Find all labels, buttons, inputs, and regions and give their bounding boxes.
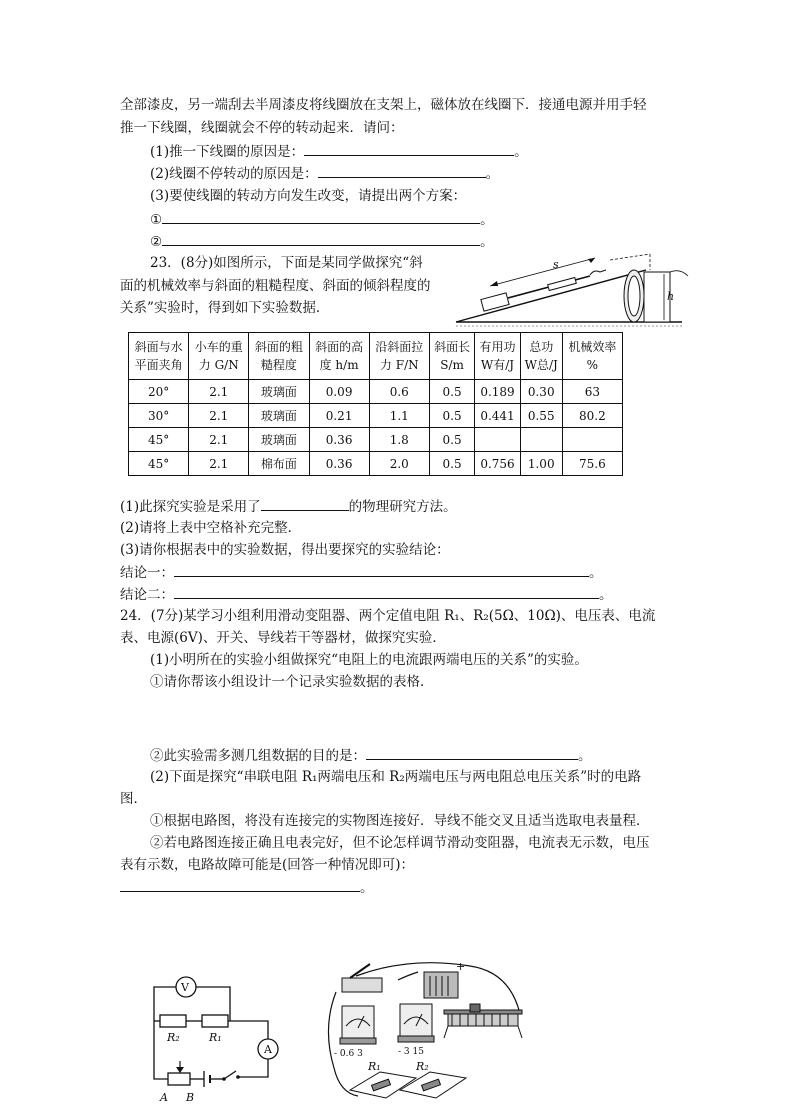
table-cell: 玻璃面	[249, 380, 309, 404]
answer-blank[interactable]	[318, 164, 486, 178]
table-row	[129, 404, 623, 428]
option-marker: ①	[150, 212, 163, 228]
ammeter-scale-label: - 0.6 3	[334, 1049, 363, 1059]
apparatus-label-r1: R₁	[368, 1060, 381, 1073]
resistor-r2-symbol	[160, 1015, 186, 1027]
q22-text-line2: 推一下线圈，线圈就会不停的转动起来．请问：	[120, 120, 404, 136]
table-cell: 1.1	[369, 404, 429, 428]
answer-blank[interactable]	[304, 142, 514, 156]
q22-sub3: (3)要使线圈的转动方向发生改变，请提出两个方案：	[150, 188, 467, 204]
table-cell: 2.0	[369, 452, 429, 476]
q23-sub1-label: (1)此探究实验是采用了	[120, 499, 261, 515]
header-length: 斜面长 S/m	[429, 333, 474, 380]
voltmeter-scale-label: - 3 15	[398, 1047, 424, 1057]
header-force: 沿斜面拉 力 F/N	[369, 333, 429, 380]
q24-part2-b: 图．	[120, 791, 147, 807]
q24-text-line1: 24．(7分)某学习小组利用滑动变阻器、两个定值电阻 R₁、R₂(5Ω、10Ω)、电压表、电流	[120, 608, 656, 624]
header-useful-work: 有用功 W有/J	[475, 333, 520, 380]
q24-part1: (1)小明所在的实验小组做探究“电阻上的电流跟两端电压的关系”的实验。	[150, 652, 588, 668]
table-cell: 2.1	[189, 452, 249, 476]
q23-text-line1: 23．(8分)如图所示，下面是某同学做探究“斜	[150, 255, 423, 271]
resistor-r1-symbol	[202, 1015, 228, 1027]
apparatus-figure	[320, 958, 535, 1108]
period: 。	[480, 234, 494, 250]
q23-sub2: (2)请将上表中空格补充完整．	[120, 520, 302, 536]
table-cell: 0.36	[309, 452, 369, 476]
header-height: 斜面的高 度 h/m	[309, 333, 369, 380]
table-cell: 80.2	[562, 404, 622, 428]
label-h: h	[667, 290, 675, 303]
table-row	[129, 428, 623, 452]
q24-part2-e: 表有示数，电路故障可能是(回答一种情况即可)：	[120, 857, 415, 873]
q22-option1	[150, 210, 494, 229]
table-cell-blank[interactable]	[475, 428, 520, 452]
table-cell: 0.09	[309, 380, 369, 404]
table-cell: 0.55	[520, 404, 562, 428]
q24-text-line2: 表、电源(6V)、开关、导线若干等器材，做探究实验．	[120, 630, 446, 646]
q23-text-line2: 面的机械效率与斜面的粗糙程度、斜面的倾斜程度的	[120, 278, 431, 294]
answer-blank[interactable]	[261, 497, 349, 511]
table-cell: 75.6	[562, 452, 622, 476]
table-cell: 20°	[129, 380, 189, 404]
ammeter-symbol-label: A	[264, 1043, 272, 1056]
label-r2: R₂	[167, 1031, 180, 1044]
q22-sub1-label: (1)推一下线圈的原因是：	[150, 144, 305, 160]
table-row	[129, 452, 623, 476]
table-cell: 0.36	[309, 428, 369, 452]
period: 。	[589, 565, 603, 581]
q22-sub2	[150, 164, 499, 183]
q24-part1-a: ①请你帮该小组设计一个记录实验数据的表格．	[150, 674, 434, 690]
table-cell: 30°	[129, 404, 189, 428]
label-r1: R₁	[209, 1031, 222, 1044]
table-header-row	[129, 333, 623, 380]
q24-part2-a: (2)下面是探究“串联电阻 R₁两端电压和 R₂两端电压与两电阻总电压关系”时的电路	[150, 769, 642, 785]
incline-figure	[450, 248, 690, 330]
answer-blank[interactable]	[174, 563, 589, 577]
label-end-b: B	[186, 1091, 195, 1104]
q24-part2-d: ②若电路图连接正确且电表完好，但不论怎样调节滑动变阻器，电流表无示数，电压	[150, 835, 650, 851]
period: 。	[360, 880, 374, 896]
battery-apparatus	[424, 972, 458, 998]
answer-blank[interactable]	[162, 210, 480, 224]
period: 。	[480, 212, 494, 228]
q23-text-line3: 关系”实验时，得到如下实验数据．	[120, 300, 330, 316]
table-cell: 2.1	[189, 380, 249, 404]
table-cell: 玻璃面	[249, 428, 309, 452]
table-cell-blank[interactable]	[520, 428, 562, 452]
table-cell: 棉布面	[249, 452, 309, 476]
label-end-a: A	[160, 1091, 168, 1104]
q24-part1-b-label: ②此实验需多测几组数据的目的是：	[150, 748, 366, 764]
q22-option2	[150, 232, 494, 251]
period: 。	[485, 166, 500, 182]
voltmeter-symbol-label: V	[181, 981, 189, 994]
q23-conclusion2	[120, 585, 613, 604]
q23-sub1	[120, 497, 457, 516]
option-marker: ②	[150, 234, 163, 250]
table-cell: 0.756	[475, 452, 520, 476]
q22-text-line1: 全部漆皮，另一端刮去半周漆皮将线圈放在支架上，磁体放在线圈下．接通电源并用手轻	[120, 97, 647, 113]
table-cell: 0.189	[475, 380, 520, 404]
header-roughness: 斜面的粗 糙程度	[249, 333, 309, 380]
q23-sub3: (3)请你根据表中的实验数据，得出要探究的实验结论：	[120, 542, 450, 558]
voltmeter-apparatus	[400, 1004, 432, 1036]
table-row	[129, 380, 623, 404]
q22-sub1	[150, 142, 528, 161]
conclusion-label: 结论一：	[120, 565, 174, 581]
apparatus-label-r2: R₂	[416, 1060, 429, 1073]
rheostat-symbol	[168, 1073, 190, 1085]
table-cell: 0.21	[309, 404, 369, 428]
answer-blank[interactable]	[366, 746, 578, 760]
table-cell: 2.1	[189, 404, 249, 428]
table-cell: 0.30	[520, 380, 562, 404]
header-weight: 小车的重 力 G/N	[189, 333, 249, 380]
period: 。	[578, 748, 592, 764]
answer-blank[interactable]	[120, 878, 360, 892]
header-total-work: 总功 W总/J	[520, 333, 562, 380]
data-table	[128, 332, 623, 476]
table-cell: 玻璃面	[249, 404, 309, 428]
table-cell: 0.5	[429, 404, 474, 428]
conclusion-label: 结论二：	[120, 587, 174, 603]
switch-apparatus	[342, 978, 382, 992]
header-efficiency: 机械效率 %	[562, 333, 622, 380]
q23-sub1-tail: 的物理研究方法。	[348, 499, 457, 515]
q23-conclusion1	[120, 563, 603, 582]
answer-blank[interactable]	[174, 585, 599, 599]
table-cell-blank[interactable]	[562, 428, 622, 452]
ammeter-apparatus	[342, 1006, 374, 1038]
table-cell: 0.5	[429, 380, 474, 404]
q24-part1-b	[150, 746, 592, 765]
label-s: s	[553, 258, 559, 271]
period: 。	[599, 587, 613, 603]
table-cell: 0.5	[429, 452, 474, 476]
battery-plus-label: +	[456, 960, 466, 973]
switch-symbol	[224, 1071, 236, 1079]
answer-blank[interactable]	[162, 232, 480, 246]
table-cell: 45°	[129, 428, 189, 452]
table-cell: 2.1	[189, 428, 249, 452]
table-cell: 1.00	[520, 452, 562, 476]
table-cell: 0.6	[369, 380, 429, 404]
period: 。	[514, 144, 528, 160]
table-cell: 1.8	[369, 428, 429, 452]
q24-answer-line	[120, 878, 374, 897]
header-angle: 斜面与水 平面夹角	[129, 333, 189, 380]
table-cell: 0.5	[429, 428, 474, 452]
table-cell: 0.441	[475, 404, 520, 428]
q22-sub2-label: (2)线圈不停转动的原因是：	[150, 166, 318, 182]
table-cell: 45°	[129, 452, 189, 476]
table-cell: 63	[562, 380, 622, 404]
circuit-diagram	[140, 965, 290, 1105]
q24-part2-c: ①根据电路图，将没有连接完的实物图连接好．导线不能交叉且适当选取电表量程．	[150, 813, 650, 829]
